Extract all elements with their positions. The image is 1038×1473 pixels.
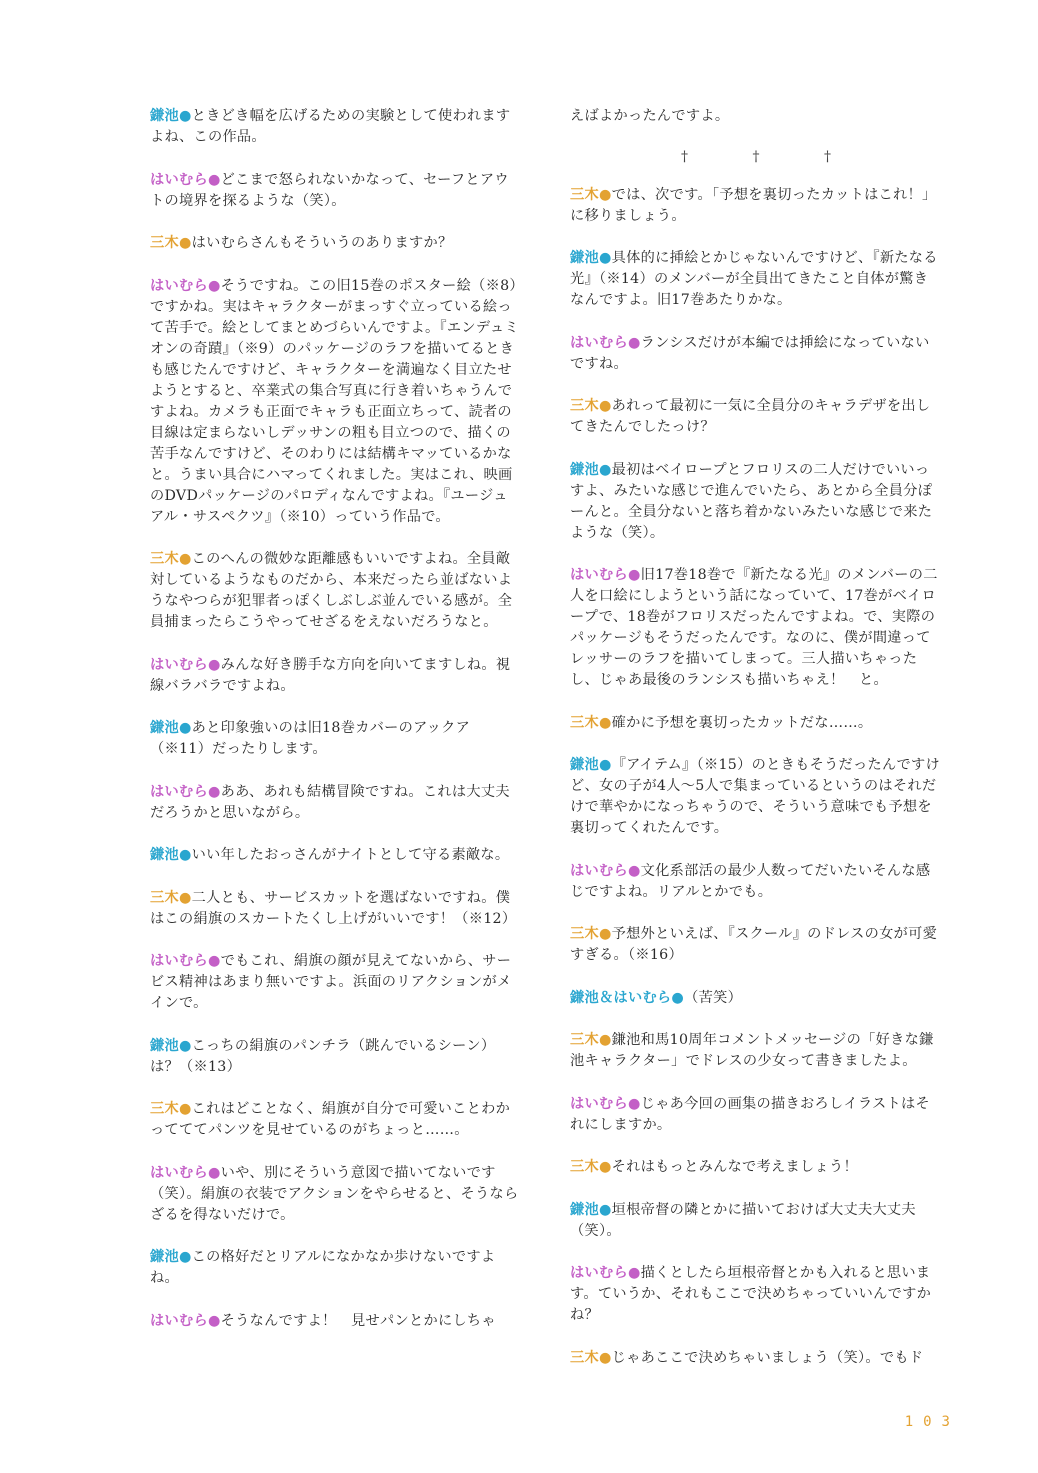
- speaker-name: 鎌池＆はいむら: [570, 989, 672, 1006]
- speaker-name: 三木: [570, 1032, 599, 1048]
- speaker-bullet-icon: ●: [178, 847, 192, 863]
- speaker-name: 鎌池: [570, 757, 599, 773]
- speaker-name: 鎌池: [150, 108, 179, 124]
- speaker-name: はいむら: [570, 567, 628, 583]
- dialogue-text: いや、別にそういう意図で描いてないです（笑）。絹旗の衣装でアクションをやらせると、そうならざるを得ないだけで。: [150, 1164, 519, 1223]
- dialogue-paragraph: [150, 655, 520, 697]
- dialogue-text: じゃあ今回の画集の描きおろしイラストはそれにしますか。: [570, 1095, 930, 1133]
- speaker-bullet-icon: ●: [627, 1095, 641, 1112]
- speaker-name: はいむら: [150, 1164, 208, 1181]
- speaker-name: はいむら: [570, 862, 628, 879]
- speaker-name: はいむら: [150, 1312, 208, 1329]
- dialogue-text: では、次です。「予想を裏切ったカットはこれ！」に移りましょう。: [570, 186, 937, 224]
- dialogue-text: 描くとしたら垣根帝督とかも入れると思います。ていうか、それもここで決めちゃっていいんですかね？: [570, 1265, 932, 1323]
- dialogue-text: 垣根帝督の隣とかに描いておけば大丈夫大丈夫（笑）。: [570, 1201, 916, 1239]
- dialogue-text: （苦笑）: [684, 989, 743, 1006]
- speaker-name: 三木: [150, 1101, 179, 1117]
- right-column: [570, 106, 942, 1390]
- speaker-name: 鎌池: [570, 461, 599, 478]
- speaker-bullet-icon: ●: [671, 989, 685, 1006]
- dialogue-paragraph: [570, 861, 942, 903]
- dialogue-text: じゃあここで決めちゃいましょう（笑）。でもド: [611, 1349, 924, 1366]
- dialogue-paragraph: [150, 1311, 520, 1332]
- speaker-bullet-icon: ●: [178, 1249, 192, 1265]
- speaker-bullet-icon: ●: [598, 250, 612, 266]
- dialogue-paragraph: [570, 460, 942, 544]
- speaker-bullet-icon: ●: [207, 171, 221, 188]
- speaker-name: 鎌池: [150, 1037, 179, 1054]
- speaker-name: 三木: [570, 714, 599, 731]
- speaker-bullet-icon: ●: [178, 1037, 192, 1054]
- dialogue-text: 最初はベイロープとフロリスの二人だけでいいっすよ、みたいな感じで進んでいたら、あとから全員分ぽーんと。全員分ないと落ち着かないみたいな感じで来たような（笑）。: [570, 461, 933, 541]
- dialogue-text: ランシスだけが本編では挿絵になっていないですね。: [570, 334, 930, 372]
- dialogue-paragraph: [570, 1094, 942, 1136]
- dialogue-paragraph: [570, 1157, 942, 1178]
- dialogue-paragraph: [150, 1247, 520, 1289]
- dialogue-text: あれって最初に一気に全員分のキャラデザを出してきたんでしたっけ？: [570, 398, 931, 435]
- speaker-bullet-icon: ●: [178, 108, 192, 124]
- speaker-name: 三木: [570, 1349, 599, 1366]
- dialogue-paragraph: [150, 1163, 520, 1226]
- speaker-bullet-icon: ●: [178, 235, 192, 251]
- speaker-bullet-icon: ●: [178, 720, 192, 736]
- dialogue-paragraph: [570, 185, 942, 227]
- speaker-bullet-icon: ●: [598, 1201, 612, 1218]
- speaker-bullet-icon: ●: [598, 1349, 612, 1366]
- dialogue-text: 具体的に挿絵とかじゃないんですけど、『新たなる光』（※14）のメンバーが全員出てきたこと自体が驚きなんですよ。旧17巻あたりかな。: [570, 250, 938, 308]
- right-dialogue-list: [570, 185, 942, 1369]
- dialogue-paragraph: [150, 845, 520, 866]
- dialogue-text: 『アイテム』（※15）のときもそうだったんですけど、女の子が4人～5人で集まっているというのはそれだけで華やかになっちゃうので、そういう意味でも予想を裏切ってくれたんです。: [570, 757, 940, 836]
- dialogue-paragraph: [150, 549, 520, 633]
- speaker-bullet-icon: ●: [207, 656, 221, 673]
- speaker-bullet-icon: ●: [207, 1312, 221, 1329]
- speaker-name: 三木: [570, 1159, 599, 1175]
- speaker-name: はいむら: [150, 171, 208, 188]
- speaker-bullet-icon: ●: [598, 714, 612, 731]
- dialogue-text: 鎌池和馬10周年コメントメッセージの「好きな鎌池キャラクター」でドレスの少女って書きましたよ。: [570, 1032, 934, 1069]
- dialogue-paragraph: [150, 718, 520, 760]
- dialogue-paragraph: [150, 170, 520, 212]
- speaker-name: はいむら: [570, 334, 628, 351]
- speaker-bullet-icon: ●: [207, 783, 221, 800]
- dialogue-paragraph: [570, 1030, 942, 1072]
- speaker-bullet-icon: ●: [598, 461, 612, 478]
- speaker-bullet-icon: ●: [207, 1164, 221, 1181]
- speaker-bullet-icon: ●: [598, 757, 612, 773]
- speaker-name: 三木: [570, 186, 599, 203]
- speaker-bullet-icon: ●: [598, 398, 612, 414]
- speaker-name: はいむら: [150, 953, 208, 969]
- continued-text: えばよかったんですよ。: [570, 108, 730, 124]
- dialogue-paragraph: [150, 888, 520, 930]
- dialogue-text: 二人とも、サービスカットを選ばないですね。僕はこの絹旗のスカートたくし上げがいいです！（※12）: [150, 889, 517, 927]
- dialogue-text: はいむらさんもそういうのありますか？: [191, 235, 453, 251]
- dialogue-text: ときどき幅を広げるための実験として使われますよね、この作品。: [150, 108, 511, 145]
- speaker-bullet-icon: ●: [627, 1265, 641, 1281]
- dialogue-paragraph: [150, 106, 520, 148]
- speaker-bullet-icon: ●: [207, 277, 221, 294]
- dialogue-text: どこまで怒られないかなって、セーフとアウトの境界を探るような（笑）。: [150, 171, 509, 209]
- dialogue-text: 旧17巻18巻で『新たなる光』のメンバーの二人を口絵にしようという話になっていて、17巻がベイロープで、18巻がフロリスだったんですよね。で、実際のパッケージもそうだったんです。なのに、僕が間違ってレッサーのラフを描いてしまって。三人描いちゃったし、じゃあ最後のランシスも描いちゃえ！ と。: [570, 567, 938, 688]
- dialogue-paragraph: [150, 233, 520, 254]
- dialogue-paragraph: [150, 951, 520, 1014]
- speaker-name: 三木: [150, 235, 179, 251]
- speaker-bullet-icon: ●: [207, 953, 221, 969]
- speaker-name: 鎌池: [570, 250, 599, 266]
- dialogue-paragraph: [570, 755, 942, 839]
- dialogue-paragraph: [570, 1263, 942, 1326]
- speaker-bullet-icon: ●: [627, 567, 641, 583]
- page-number: 103: [904, 1414, 960, 1430]
- speaker-bullet-icon: ●: [178, 889, 192, 906]
- speaker-bullet-icon: ●: [178, 1101, 192, 1117]
- dialogue-text: 確かに予想を裏切ったカットだな……。: [611, 714, 873, 731]
- dialogue-text: それはもっとみんなで考えましょう！: [611, 1159, 858, 1175]
- dialogue-text: そうですね。この旧15巻のポスター絵（※8）ですかね。実はキャラクターがまっすぐ立っている絵って苦手で。絵としてまとめづらいんですよ。『エンデュミオンの奇蹟』（※9）のパッケージのラフを描いてるときも感じたんですけど、キャラクターを満遍なく目立たせようとすると、卒業式の集合写真に行き着いちゃうんですよね。カメラも正面でキャラも正面立ちって、読者の目線は定まらないしデッサンの粗も目立つので、描くの苦手なんですけど、そのわりには結構キマッているかなと。うまい具合にハマってくれました。実はこれ、映画のDVDパッケージのパロディなんですよね。『ユージュアル・サスペクツ』（※10）っていう作品で。: [150, 277, 519, 525]
- dialogue-paragraph: [570, 924, 942, 966]
- dialogue-paragraph: [570, 333, 942, 375]
- speaker-name: 鎌池: [150, 847, 179, 863]
- dialogue-text: そうなんですよ！ 見せパンとかにしちゃ: [220, 1312, 496, 1329]
- dialogue-paragraph: [570, 248, 942, 311]
- dialogue-paragraph: [570, 396, 942, 438]
- speaker-name: 三木: [150, 551, 179, 567]
- speaker-name: はいむら: [570, 1095, 628, 1112]
- speaker-bullet-icon: ●: [598, 1032, 612, 1048]
- speaker-name: 鎌池: [150, 720, 179, 736]
- left-column: [150, 106, 520, 1353]
- dialogue-text: この格好だとリアルになかなか歩けないですよね。: [150, 1249, 496, 1286]
- speaker-name: 三木: [570, 398, 599, 414]
- dialogue-paragraph: [150, 782, 520, 824]
- dialogue-paragraph: [150, 1099, 520, 1141]
- speaker-name: はいむら: [150, 277, 208, 294]
- dialogue-paragraph: [150, 276, 520, 528]
- speaker-name: はいむら: [150, 783, 208, 800]
- speaker-name: 鎌池: [570, 1201, 599, 1218]
- speaker-name: 鎌池: [150, 1249, 179, 1265]
- dialogue-text: これはどことなく、絹旗が自分で可愛いことわかってててパンツを見せているのがちょっと……。: [150, 1101, 511, 1138]
- dialogue-text: みんな好き勝手な方向を向いてますしね。視線バラバラですよね。: [150, 656, 511, 694]
- speaker-bullet-icon: ●: [178, 551, 192, 567]
- speaker-bullet-icon: ●: [598, 186, 612, 203]
- dialogue-paragraph: [570, 988, 942, 1009]
- dialogue-paragraph: [570, 1348, 942, 1369]
- speaker-bullet-icon: ●: [627, 862, 641, 879]
- dialogue-text: あと印象強いのは旧18巻カバーのアックア（※11）だったりします。: [150, 720, 471, 757]
- dialogue-text: 予想外といえば、『スクール』のドレスの女が可愛すぎる。（※16）: [570, 926, 938, 963]
- dialogue-text: ああ、あれも結構冒険ですね。これは大丈夫だろうかと思いながら。: [150, 783, 510, 821]
- dialogue-paragraph: [570, 565, 942, 691]
- section-divider: † † †: [681, 148, 861, 165]
- speaker-bullet-icon: ●: [598, 926, 612, 942]
- dialogue-text: 文化系部活の最少人数ってだいたいそんな感じですよね。リアルとかでも。: [570, 862, 931, 900]
- dialogue-text: でもこれ、絹旗の顔が見えてないから、サービス精神はあまり無いですよ。浜面のリアクションがメインで。: [150, 953, 512, 1011]
- speaker-bullet-icon: ●: [627, 334, 641, 351]
- dialogue-text: こっちの絹旗のパンチラ（跳んでいるシーン）は？（※13）: [150, 1037, 496, 1075]
- speaker-name: はいむら: [570, 1265, 628, 1281]
- dialogue-paragraph: [570, 1200, 942, 1242]
- speaker-name: 三木: [570, 926, 599, 942]
- dialogue-paragraph: [150, 1036, 520, 1078]
- speaker-name: 三木: [150, 889, 179, 906]
- dialogue-text: いい年したおっさんがナイトとして守る素敵な。: [191, 847, 510, 863]
- dialogue-text: このへんの微妙な距離感もいいですよね。全員敵対しているようなものだから、本来だったら並ばないようなやつらが犯罪者っぽくしぶしぶ並んでいる感が。全員捕まったらこうやってせざるをえないだろうなと。: [150, 551, 513, 630]
- speaker-name: はいむら: [150, 656, 208, 673]
- speaker-bullet-icon: ●: [598, 1159, 612, 1175]
- dialogue-paragraph: [570, 713, 942, 734]
